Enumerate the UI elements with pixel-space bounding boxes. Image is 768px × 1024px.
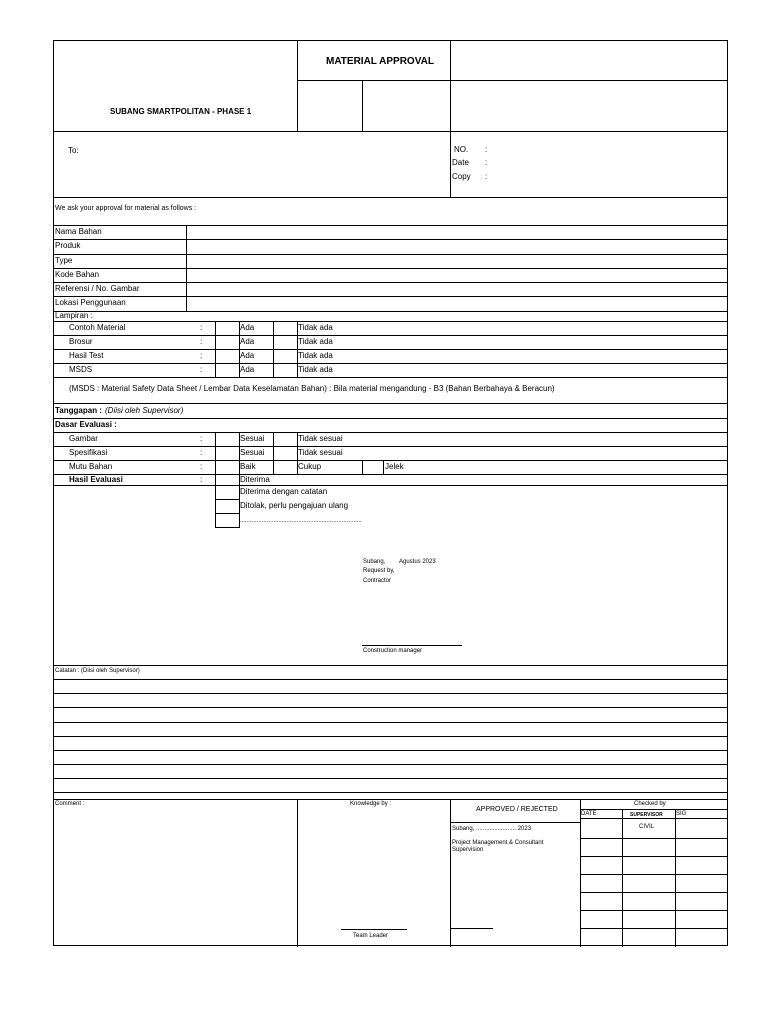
cukup-label: Cukup (298, 462, 322, 471)
lampiran-item: Hasil Test (69, 351, 104, 360)
colon: : (200, 448, 203, 457)
date-colon: : (485, 158, 488, 167)
evaluasi-item: Gambar (69, 434, 98, 443)
lampiran-item: Contoh Material (69, 323, 126, 332)
col-sig: SIG (676, 811, 687, 817)
field-label: Nama Bahan (55, 227, 102, 236)
field-label: Referensi / No. Gambar (55, 284, 140, 293)
field-label: Type (55, 256, 73, 265)
ada-label: Ada (240, 337, 255, 346)
team-leader: Team Leader (353, 933, 389, 939)
sesuai-label: Sesuai (240, 434, 265, 443)
evaluasi-label: Dasar Evaluasi : (55, 420, 117, 429)
hasil-option: Diterima (240, 475, 270, 484)
knowledge-label: Knowledge by : (350, 801, 392, 807)
colon: : (200, 365, 203, 374)
field-label: Produk (55, 241, 81, 250)
colon: : (200, 351, 203, 360)
contractor: Contractor (363, 578, 392, 584)
to-label: To: (68, 146, 79, 155)
hasil-label: Hasil Evaluasi (69, 475, 123, 484)
tidak-ada-label: Tidak ada (298, 323, 333, 332)
intro-text: We ask your approval for material as follows : (55, 205, 197, 212)
colon: : (200, 323, 203, 332)
colon: : (200, 434, 203, 443)
tidak-sesuai-label: Tidak sesuai (298, 434, 343, 443)
checked-by: Checked by (634, 801, 666, 807)
lampiran-item: MSDS (69, 365, 93, 374)
material-approval-form (53, 40, 728, 946)
pm-line2: Supervision (452, 847, 484, 853)
hasil-option: Ditolak, perlu pengajuan ulang (240, 501, 349, 510)
evaluasi-item: Spesifikasi (69, 448, 108, 457)
project-name: SUBANG SMARTPOLITAN - PHASE 1 (110, 107, 252, 116)
tidak-ada-label: Tidak ada (298, 365, 333, 374)
tanggapan-label: Tanggapan : (55, 406, 102, 415)
tidak-sesuai-label: Tidak sesuai (298, 448, 343, 457)
tidak-ada-label: Tidak ada (298, 337, 333, 346)
hasil-option: ......................................................................... (240, 518, 362, 524)
field-label: Kode Bahan (55, 270, 100, 279)
sign-place: Subang, (363, 559, 386, 565)
colon: : (200, 462, 203, 471)
request-by: Request by, (363, 568, 395, 574)
ada-label: Ada (240, 351, 255, 360)
col-date: DATE (581, 811, 597, 817)
no-label: NO. (454, 145, 469, 154)
jelek-label: Jelek (385, 462, 404, 471)
tidak-ada-label: Tidak ada (298, 351, 333, 360)
lampiran-label: Lampiran : (55, 311, 93, 320)
field-label: Lokasi Penggunaan (55, 298, 126, 307)
tanggapan-note: (Diisi oleh Supervisor) (105, 406, 184, 415)
copy-label: Copy (452, 172, 471, 181)
no-colon: : (485, 145, 488, 154)
msds-note: (MSDS : Material Safety Data Sheet / Lembar Data Keselamatan Bahan) : Bila material mengandung - B3 (Bahan Berbahaya & Beracun) (69, 384, 555, 393)
sign-role: Construction manager (363, 648, 423, 654)
baik-label: Baik (240, 462, 256, 471)
catatan-label: Catatan : (Diisi oleh Supervisor) (55, 668, 140, 674)
civil-label: CIVIL (639, 824, 655, 830)
form-title: MATERIAL APPROVAL (326, 56, 434, 67)
sesuai-label: Sesuai (240, 448, 265, 457)
colon: : (200, 337, 203, 346)
ada-label: Ada (240, 365, 255, 374)
sign-date: Agustus 2023 (399, 559, 436, 565)
colon: : (200, 475, 203, 484)
subang-date: Subang, ........................ 2023 (452, 826, 532, 832)
approved-rejected: APPROVED / REJECTED (476, 806, 558, 813)
copy-colon: : (485, 172, 488, 181)
comment-label: Comment : (55, 801, 85, 807)
hasil-option: Diterima dengan catatan (240, 487, 328, 496)
evaluasi-item: Mutu Bahan (69, 462, 113, 471)
date-label: Date (452, 158, 469, 167)
pm-line1: Project Management & Consultant (452, 840, 544, 846)
lampiran-item: Brosur (69, 337, 93, 346)
ada-label: Ada (240, 323, 255, 332)
col-supervisor: SUPERVISOR (630, 812, 663, 818)
